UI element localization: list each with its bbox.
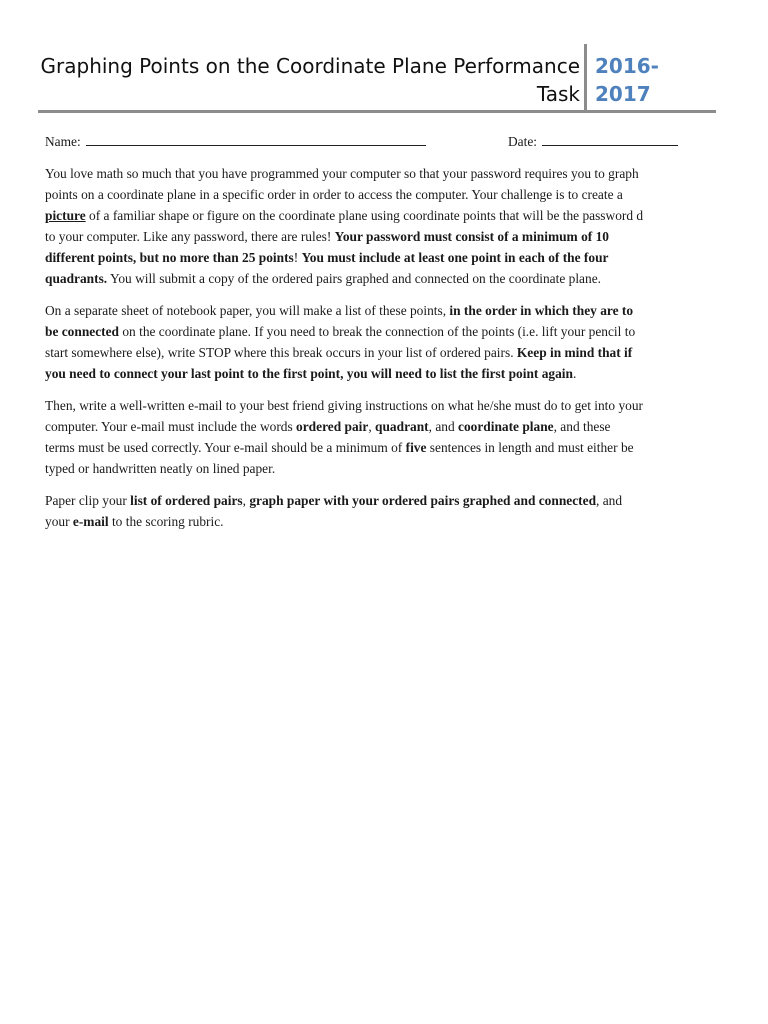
paragraph-line	[45, 363, 721, 384]
date-blank-line	[542, 131, 678, 146]
name-blank-line	[86, 131, 426, 146]
text-run: Then, write a well-written e-mail to your best friend giving instructions on what he/she must do to get into your	[45, 398, 643, 413]
year-line-1: 2016-	[595, 54, 659, 78]
paragraph-line	[45, 321, 721, 342]
bold-text: Your password must consist of a minimum of 10	[334, 229, 609, 244]
date-field	[508, 131, 678, 150]
paragraph-line	[45, 268, 721, 289]
school-year	[595, 52, 695, 108]
text-run: You will submit a copy of the ordered pairs graphed and connected on the coordinate plane.	[107, 271, 601, 286]
text-run: to the scoring rubric.	[108, 514, 224, 529]
header-rule	[38, 110, 716, 113]
title-line-2: Task	[536, 82, 580, 106]
text-run: sentences in length and must either be	[426, 440, 634, 455]
text-run: , and	[596, 493, 623, 508]
bold-text: quadrants.	[45, 271, 108, 286]
bold-text: different points, but no more than 25 points	[45, 250, 294, 265]
document-title	[20, 52, 580, 108]
header-divider	[584, 44, 587, 112]
text-run: .	[572, 366, 577, 381]
text-run: computer. Your e-mail must include the words	[45, 419, 297, 434]
bold-text	[45, 208, 86, 223]
text-run: ,	[242, 493, 250, 508]
paragraph-line	[45, 458, 721, 479]
text-run: on the coordinate plane. If you need to break the connection of the points (i.e. lift your pencil to	[119, 324, 636, 339]
text-run: typed or handwritten neatly on lined paper.	[45, 461, 276, 476]
paragraph-line	[45, 300, 721, 321]
instruction-paragraph	[45, 300, 721, 384]
instruction-paragraph	[45, 395, 721, 479]
document-header	[38, 44, 716, 112]
text-run: start somewhere else), write STOP where this break occurs in your list of ordered pairs.	[45, 345, 517, 360]
date-label: Date:	[508, 134, 537, 149]
text-run: !	[293, 250, 302, 265]
paragraph-line	[45, 437, 721, 458]
paragraph-line	[45, 247, 721, 268]
bold-text: you need to connect your last point to the first point, you will need to list the first point again	[45, 366, 573, 381]
name-label: Name:	[45, 134, 81, 149]
paragraph-line	[45, 205, 721, 226]
text-run: You love math so much that you have programmed your computer so that your password requires you to graph	[45, 166, 639, 181]
year-line-2: 2017	[595, 82, 651, 106]
instruction-paragraph	[45, 490, 721, 532]
text-run: Paper clip your	[45, 493, 131, 508]
text-run: , and	[428, 419, 459, 434]
bold-text: list of ordered pairs	[130, 493, 243, 508]
text-run: your	[45, 514, 73, 529]
bold-text: in the order in which they are to	[449, 303, 634, 318]
underlined-bold-text: picture	[45, 208, 86, 223]
paragraph-line	[45, 416, 721, 437]
title-line-1: Graphing Points on the Coordinate Plane Performance	[40, 54, 580, 78]
bold-text: You must include at least one point in each of the four	[301, 250, 609, 265]
name-field	[45, 131, 426, 150]
text-run: ,	[368, 419, 376, 434]
paragraph-line	[45, 511, 721, 532]
instructions-body	[45, 163, 721, 543]
bold-text: coordinate plane	[458, 419, 554, 434]
bold-text: Keep in mind that if	[516, 345, 633, 360]
bold-text: e-mail	[72, 514, 109, 529]
text-run: , and these	[553, 419, 611, 434]
text-run: points on a coordinate plane in a specific order in order to access the computer. Your challenge is to create a	[45, 187, 623, 202]
paragraph-line	[45, 342, 721, 363]
text-run: On a separate sheet of notebook paper, you will make a list of these points,	[45, 303, 450, 318]
bold-text: quadrant	[375, 419, 429, 434]
bold-text: graph paper with your ordered pairs graphed and connected	[249, 493, 597, 508]
paragraph-line	[45, 163, 721, 184]
instruction-paragraph	[45, 163, 721, 289]
paragraph-line	[45, 226, 721, 247]
paragraph-line	[45, 395, 721, 416]
bold-text: five	[405, 440, 427, 455]
text-run: terms must be used correctly. Your e-mail should be a minimum of	[45, 440, 406, 455]
bold-text: ordered pair	[296, 419, 369, 434]
paragraph-line	[45, 184, 721, 205]
paragraph-line	[45, 490, 721, 511]
bold-text: be connected	[45, 324, 120, 339]
text-run: of a familiar shape or figure on the coordinate plane using coordinate points that will be the password d	[85, 208, 644, 223]
text-run: to your computer. Like any password, there are rules!	[45, 229, 335, 244]
